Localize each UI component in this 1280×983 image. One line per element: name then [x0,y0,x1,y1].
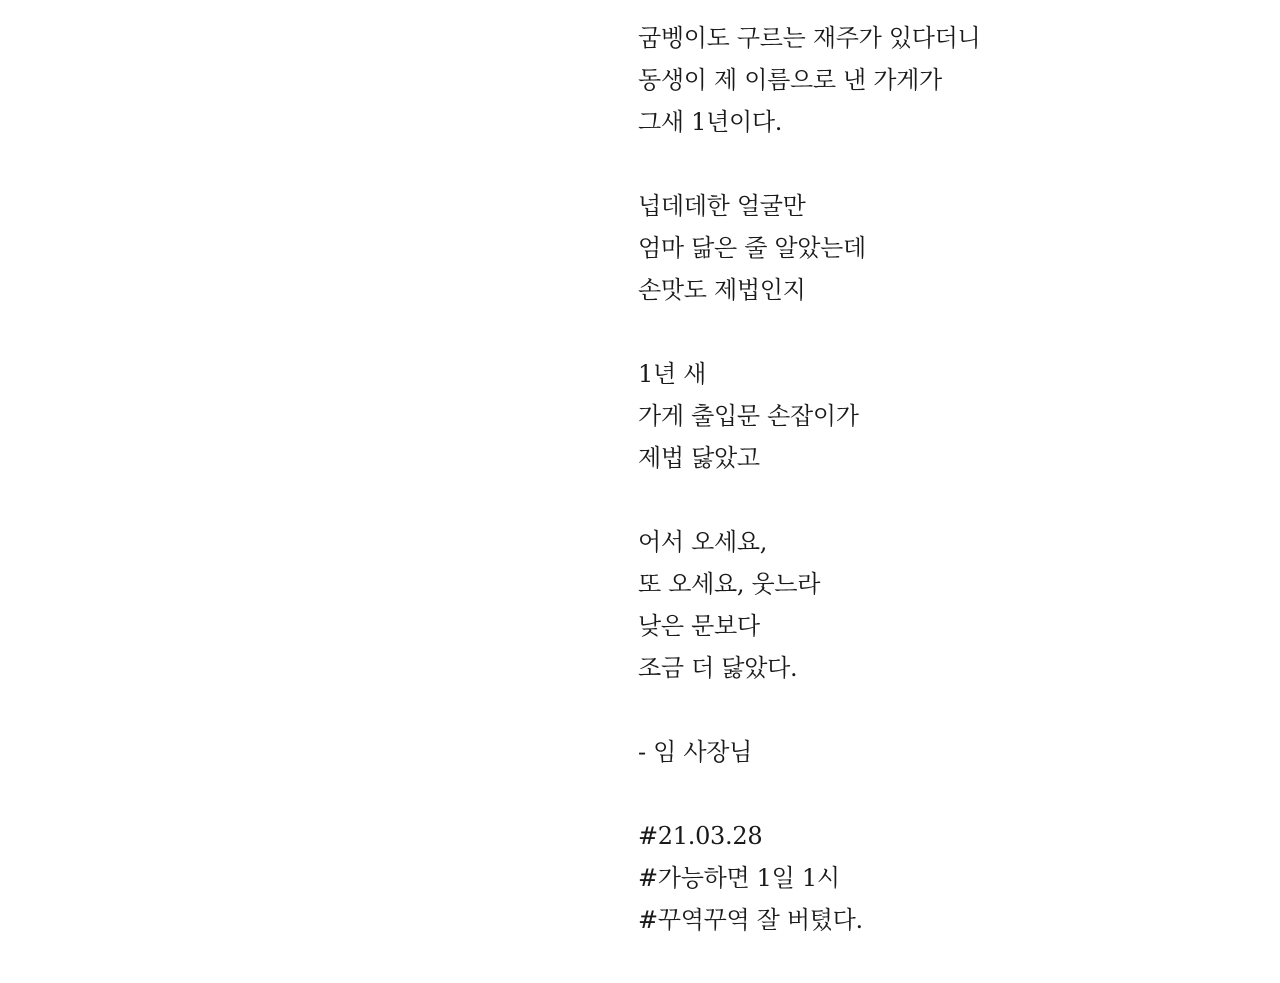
hashtag: #가능하면 1일 1시 [638,864,840,892]
poem-line: 손맛도 제법인지 [638,276,806,304]
stanza-4 [638,521,1238,689]
poem-line: 가게 출입문 손잡이가 [638,402,859,430]
poem-body [638,17,1238,983]
poem-line: 또 오세요, 웃느라 [638,570,821,598]
poem-line: 조금 더 닳았다. [638,654,798,682]
poem-line: 그새 1년이다. [638,108,783,136]
poem-line: 넙데데한 얼굴만 [638,192,806,220]
author-signature [638,731,1238,773]
poem-line: 엄마 닮은 줄 알았는데 [638,234,866,262]
poem-line: 제법 닳았고 [638,444,760,472]
poem-line: 어서 오세요, [638,528,768,556]
stanza-1 [638,17,1238,143]
poem-line: 1년 새 [638,360,707,388]
hashtag: #꾸역꾸역 잘 버텼다. [638,906,863,934]
stanza-2 [638,185,1238,311]
stanza-3 [638,353,1238,479]
poem-line: 굼벵이도 구르는 재주가 있다더니 [638,24,981,52]
signature-line: - 임 사장님 [638,738,753,766]
poem-line: 낮은 문보다 [638,612,760,640]
hashtag: #21.03.28 [638,822,763,850]
hashtag-list [638,815,1238,941]
poem-line: 동생이 제 이름으로 낸 가게가 [638,66,942,94]
